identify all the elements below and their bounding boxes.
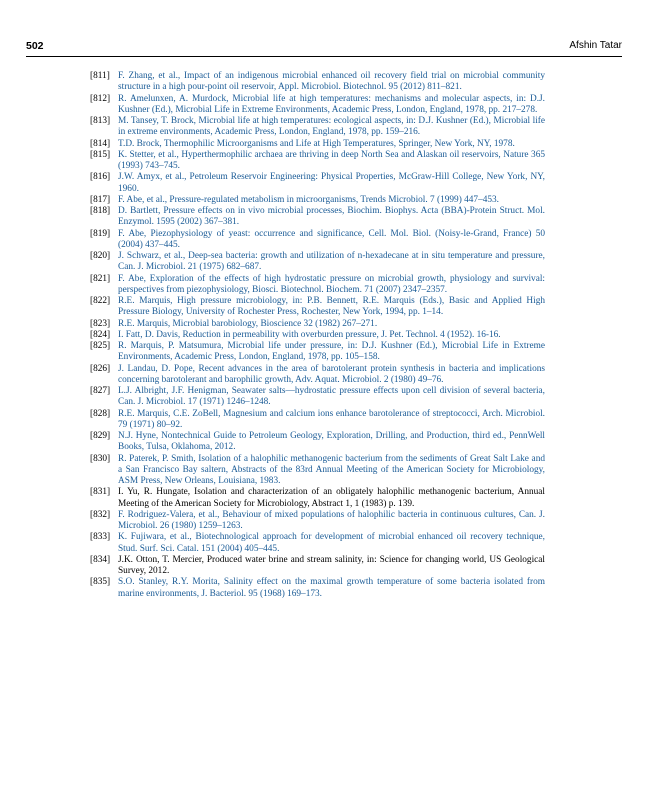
reference-number: [815] xyxy=(90,149,111,160)
reference-number: [823] xyxy=(90,318,111,329)
reference-number: [833] xyxy=(90,532,111,543)
reference-number: [826] xyxy=(90,363,111,374)
reference-item xyxy=(90,296,545,319)
reference-number: [832] xyxy=(90,509,111,520)
reference-item xyxy=(90,172,545,195)
reference-text[interactable]: T.D. Brock, Thermophilic Microorganisms and Life at High Temperatures, Springer, New York, NY, 1978. xyxy=(118,138,515,149)
reference-number: [825] xyxy=(90,341,111,351)
reference-text[interactable]: J. Schwarz, et al., Deep-sea bacteria: growth and utilization of n-hexadecane at in situ temperature and pressure, Can. J. Microbiol. 21 (1975) 682–687. xyxy=(118,251,545,273)
reference-text[interactable]: R.E. Marquis, C.E. ZoBell, Magnesium and calcium ions enhance barotolerance of streptococci, Arch. Microbiol. 79 (1971) 80–92. xyxy=(118,408,545,430)
reference-number: [821] xyxy=(90,273,111,284)
reference-number: [819] xyxy=(90,228,111,239)
reference-text[interactable]: F. Abe, Exploration of the effects of high hydrostatic pressure on microbial growth, physiology and survival: perspectives from piezophysiology, Biosci. Biotechnol. Biochem. 71 (2007) 2347–2357. xyxy=(118,273,545,295)
reference-number: [824] xyxy=(90,329,111,340)
reference-number: [816] xyxy=(90,172,111,183)
reference-list xyxy=(90,71,545,600)
header-rule xyxy=(26,56,622,57)
reference-item xyxy=(90,454,545,488)
reference-text[interactable]: R.E. Marquis, High pressure microbiology, in: P.B. Bennett, R.E. Marquis (Eds.), Basic and Applied High Pressure Biology, University of Rochester Press, Rochester, New York, 1994, pp. 1–14. xyxy=(118,296,545,318)
reference-number: [827] xyxy=(90,386,111,396)
reference-item xyxy=(90,577,545,600)
reference-item xyxy=(90,431,545,454)
reference-item xyxy=(90,229,545,252)
reference-item xyxy=(90,116,545,139)
reference-number: [834] xyxy=(90,554,111,565)
running-head: Afshin Tatar xyxy=(569,40,622,51)
reference-item xyxy=(90,274,545,297)
reference-item xyxy=(90,364,545,387)
reference-item xyxy=(90,319,545,330)
reference-text[interactable]: F. Rodriguez-Valera, et al., Behaviour of mixed populations of halophilic bacteria in continuous cultures, Can. J. Microbiol. 26 (1980) 1259–1263. xyxy=(118,509,545,531)
reference-text[interactable]: R. Marquis, P. Matsumura, Microbial life under pressure, in: D.J. Kushner (Ed.), Microbial Life in Extreme Environments, Academic Press, London, England, 1978, pp. 105–158. xyxy=(118,341,545,363)
reference-number: [817] xyxy=(90,194,111,205)
reference-item xyxy=(90,341,545,364)
reference-number: [813] xyxy=(90,116,111,126)
reference-text[interactable]: R.E. Marquis, Microbial barobiology, Bioscience 32 (1982) 267–271. xyxy=(118,318,378,329)
reference-text[interactable]: L.J. Albright, J.F. Henigman, Seawater salts—hydrostatic pressure effects upon cell division of several bacteria, Can. J. Microbiol. 17 (1971) 1246–1248. xyxy=(118,386,545,408)
page-number: 502 xyxy=(26,40,44,52)
page-header xyxy=(26,40,622,56)
reference-text[interactable]: J.K. Otton, T. Mercier, Produced water brine and stream salinity, in: Science for changing world, US Geological Survey, 2012. xyxy=(118,554,545,576)
reference-item xyxy=(90,386,545,409)
reference-item xyxy=(90,555,545,578)
reference-number: [811] xyxy=(90,71,110,81)
reference-number: [812] xyxy=(90,93,111,104)
reference-text[interactable]: M. Tansey, T. Brock, Microbial life at high temperatures: ecological aspects, in: D.J. Kushner (Ed.), Microbial life in extreme environments, Academic Press, London, England, 1978, pp. 159–216. xyxy=(118,116,545,138)
reference-item xyxy=(90,532,545,555)
reference-item xyxy=(90,330,545,341)
reference-text[interactable]: F. Abe, et al., Pressure-regulated metabolism in microorganisms, Trends Microbiol. 7 (1999) 447–453. xyxy=(118,194,499,205)
reference-text[interactable]: R. Paterek, P. Smith, Isolation of a halophilic methanogenic bacterium from the sediments of Great Salt Lake and a San Francisco Bay saltern, Abstracts of the 83rd Annual Meeting of the American Society for Microbiology, ASM Press, New Orleans, Louisiana, 1983. xyxy=(118,453,545,486)
reference-text[interactable]: I. Yu, R. Hungate, Isolation and characterization of an obligately halophilic methanogenic bacterium, Annual Meeting of the American Society for Microbiology, Abstract 1, 1 (1983) p. 139. xyxy=(118,487,545,509)
reference-number: [814] xyxy=(90,138,111,149)
reference-number: [818] xyxy=(90,206,111,216)
reference-text[interactable]: R. Amelunxen, A. Murdock, Microbial life at high temperatures: mechanisms and molecular aspects, in: D.J. Kushner (Ed.), Microbial Life in Extreme Environments, Academic Press, London, England, 1978, pp. 217–278. xyxy=(118,93,545,115)
reference-number: [829] xyxy=(90,431,111,441)
reference-number: [835] xyxy=(90,577,111,588)
reference-item xyxy=(90,139,545,150)
reference-text[interactable]: J. Landau, D. Pope, Recent advances in the area of barotolerant protein synthesis in bacteria and implications concerning barotolerant and barophilic growth, Adv. Aquat. Microbiol. 2 (1980) 49–76. xyxy=(118,363,545,385)
reference-item xyxy=(90,251,545,274)
reference-text[interactable]: J.W. Amyx, et al., Petroleum Reservoir Engineering: Physical Properties, McGraw-Hill College, New York, NY, 1960. xyxy=(118,172,545,194)
reference-text[interactable]: K. Stetter, et al., Hyperthermophilic archaea are thriving in deep North Sea and Alaskan oil reservoirs, Nature 365 (1993) 743–745. xyxy=(118,149,545,171)
reference-item xyxy=(90,206,545,229)
reference-item xyxy=(90,150,545,173)
reference-item xyxy=(90,487,545,510)
reference-item xyxy=(90,71,545,94)
reference-text[interactable]: S.O. Stanley, R.Y. Morita, Salinity effect on the maximal growth temperature of some bacteria isolated from marine environments, J. Bacteriol. 95 (1968) 169–173. xyxy=(118,577,545,599)
reference-number: [828] xyxy=(90,408,111,419)
reference-item xyxy=(90,409,545,432)
reference-text[interactable]: F. Abe, Piezophysiology of yeast: occurrence and significance, Cell. Mol. Biol. (Noisy-le-Grand, France) 50 (2004) 437–445. xyxy=(118,228,545,250)
reference-text[interactable]: K. Fujiwara, et al., Biotechnological approach for development of microbial enhanced oil recovery technique, Stud. Surf. Sci. Catal. 151 (2004) 405–445. xyxy=(118,532,545,554)
reference-number: [831] xyxy=(90,487,111,498)
reference-text[interactable]: F. Zhang, et al., Impact of an indigenous microbial enhanced oil recovery field trial on microbial community structure in a high pour-point oil reservoir, Appl. Microbiol. Biotechnol. 95 (2012) 811–821. xyxy=(118,71,545,93)
reference-text[interactable]: I. Fatt, D. Davis, Reduction in permeability with overburden pressure, J. Pet. Technol. 4 (1952). 16-16. xyxy=(118,329,501,340)
reference-number: [820] xyxy=(90,251,111,261)
reference-text[interactable]: N.J. Hyne, Nontechnical Guide to Petroleum Geology, Exploration, Drilling, and Production, third ed., PennWell Books, Tulsa, Oklahoma, 2012. xyxy=(118,431,545,453)
reference-item xyxy=(90,195,545,206)
reference-number: [830] xyxy=(90,453,111,464)
reference-text[interactable]: D. Bartlett, Pressure effects on in vivo microbial processes, Biochim. Biophys. Acta (BBA)-Protein Struct. Mol. Enzymol. 1595 (2002) 367–381. xyxy=(118,206,545,228)
reference-item xyxy=(90,510,545,533)
reference-item xyxy=(90,94,545,117)
reference-number: [822] xyxy=(90,296,111,306)
